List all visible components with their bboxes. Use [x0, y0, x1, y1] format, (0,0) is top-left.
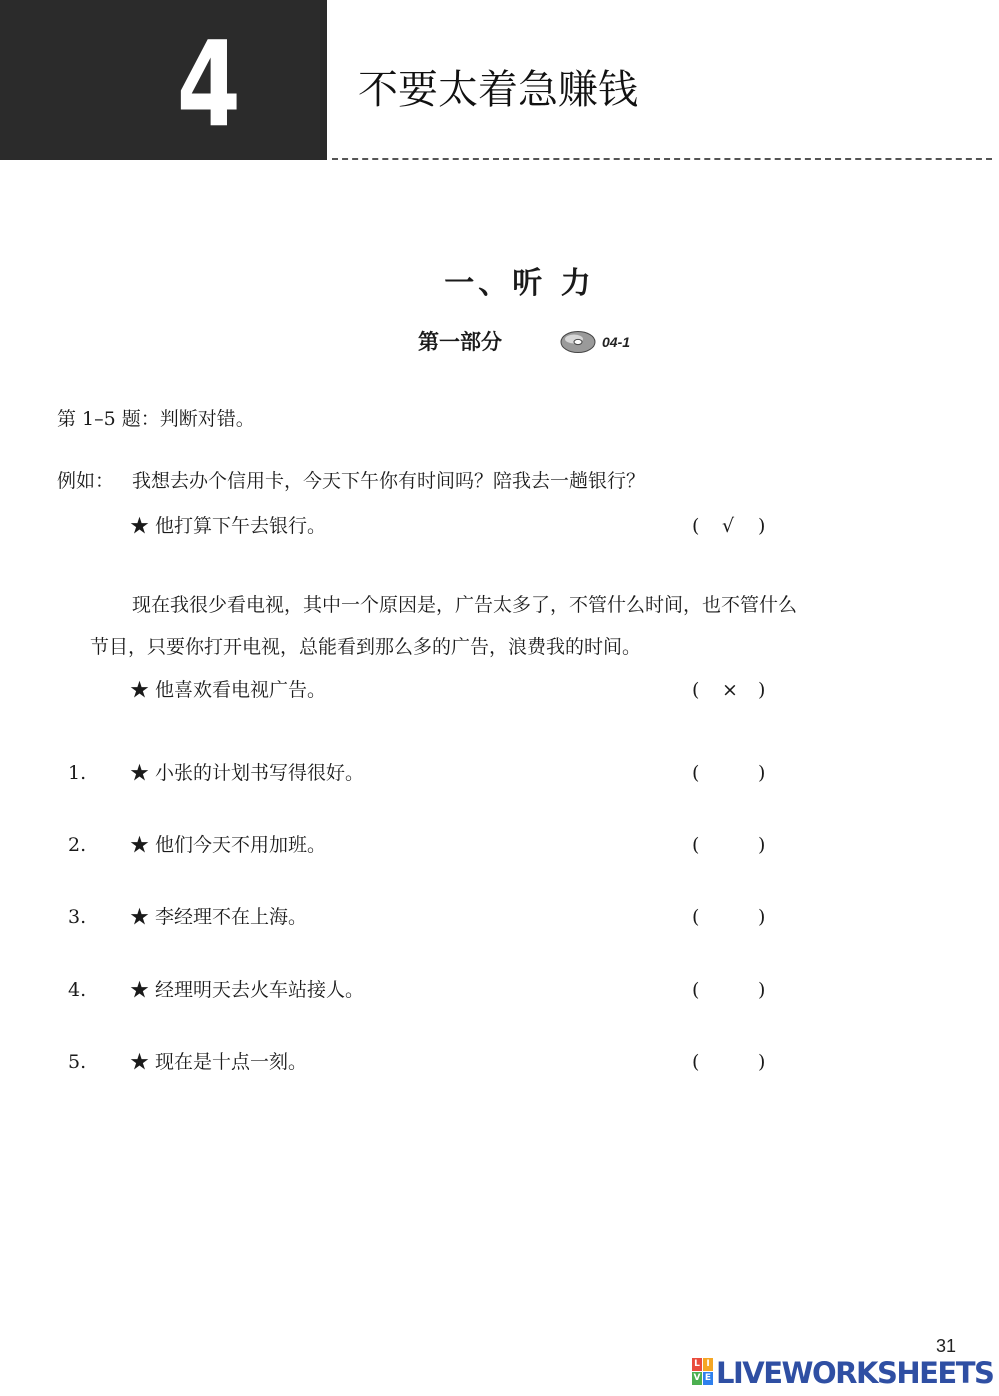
example1-statement: ★ 他打算下午去银行。: [130, 515, 327, 537]
answer-box[interactable]: [692, 977, 772, 1003]
answer-box[interactable]: [692, 904, 772, 930]
bracket-open: (: [692, 679, 700, 701]
logo-badge-icon: [692, 1358, 714, 1386]
liveworksheets-logo[interactable]: [692, 1356, 994, 1390]
logo-badge-letter: L: [692, 1358, 702, 1371]
question-statement: ★ 现在是十点一刻。: [130, 1051, 308, 1073]
question-number: 5.: [68, 1051, 87, 1073]
bracket-open: (: [692, 762, 700, 784]
cd-icon[interactable]: [560, 330, 596, 354]
question-statement: ★ 李经理不在上海。: [130, 906, 308, 928]
section-title: 一、听 力: [444, 266, 595, 301]
lesson-number: 4: [176, 15, 241, 153]
check-mark: √: [722, 515, 735, 537]
example1-audio-text: 我想去办个信用卡，今天下午你有时间吗？陪我去一趟银行？: [132, 470, 646, 492]
example-label: 例如：: [57, 470, 115, 492]
bracket-close: ): [758, 762, 766, 784]
bracket-close: ): [758, 834, 766, 856]
lesson-title: 不要太着急赚钱: [358, 67, 638, 113]
part-title: 第一部分: [418, 330, 502, 354]
track-label: 04-1: [602, 334, 631, 350]
question-number: 4.: [68, 979, 87, 1001]
answer-box[interactable]: [692, 1049, 772, 1075]
bracket-open: (: [692, 906, 700, 928]
question-number: 3.: [68, 906, 87, 928]
page-number: 31: [936, 1336, 957, 1356]
question-statement: ★ 经理明天去火车站接人。: [130, 979, 365, 1001]
bracket-open: (: [692, 515, 700, 537]
bracket-close: ): [758, 906, 766, 928]
question-number: 2.: [68, 834, 87, 856]
question-statement: ★ 他们今天不用加班。: [130, 834, 327, 856]
lesson-header-block: [0, 0, 327, 160]
bracket-open: (: [692, 979, 700, 1001]
bracket-close: ): [758, 515, 766, 537]
bracket-close: ): [758, 979, 766, 1001]
logo-text: LIVEWORKSHEETS: [716, 1356, 994, 1390]
example2-statement: ★ 他喜欢看电视广告。: [130, 679, 327, 701]
example2-audio-line2: 节目，只要你打开电视，总能看到那么多的广告，浪费我的时间。: [90, 636, 642, 658]
question-number: 1.: [68, 762, 87, 784]
bracket-close: ): [758, 1051, 766, 1073]
cross-mark: ×: [722, 679, 738, 701]
instructions: 第 1–5 题：判断对错。: [57, 408, 255, 430]
answer-box[interactable]: [692, 760, 772, 786]
logo-badge-letter: V: [693, 1373, 701, 1383]
header-divider: [332, 158, 992, 160]
bracket-open: (: [692, 1051, 700, 1073]
logo-badge-letter: E: [704, 1373, 712, 1383]
question-statement: ★ 小张的计划书写得很好。: [130, 762, 365, 784]
bracket-close: ): [758, 679, 766, 701]
example2-audio-line1: 现在我很少看电视，其中一个原因是，广告太多了，不管什么时间，也不管什么: [132, 594, 798, 616]
answer-box[interactable]: [692, 832, 772, 858]
logo-badge-letter: I: [703, 1358, 713, 1371]
bracket-open: (: [692, 834, 700, 856]
